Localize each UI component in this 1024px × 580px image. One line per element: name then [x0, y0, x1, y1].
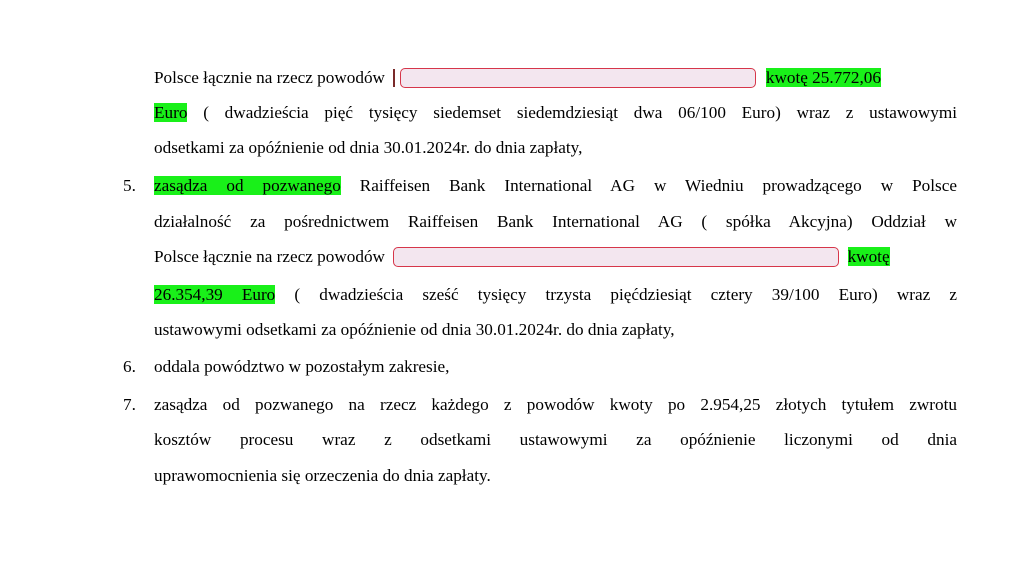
text-segment: Polsce łącznie na rzecz powodów [154, 247, 385, 266]
list-number: 7. [123, 395, 136, 414]
text-segment: odsetkami za opóźnienie od dnia 30.01.2024r. do dnia zapłaty, [154, 138, 583, 157]
text-segment: kosztów procesu wraz z odsetkami ustawowymi za opóźnienie liczonymi od dnia [154, 430, 957, 449]
redaction-box [393, 247, 839, 267]
paragraph-line [154, 283, 957, 307]
redaction-box [400, 68, 756, 88]
text-segment: ( dwadzieścia pięć tysięcy siedemset siedemdziesiąt dwa 06/100 Euro) wraz z ustawowymi [187, 103, 957, 122]
text-segment: zasądza od pozwanego na rzecz każdego z powodów kwoty po 2.954,25 złotych tytułem zwrotu [154, 395, 957, 414]
list-number: 5. [123, 176, 136, 195]
text-segment: Polsce łącznie na rzecz powodów [154, 68, 385, 87]
text-segment: oddala powództwo w pozostałym zakresie, [154, 357, 450, 376]
highlighted-amount: kwotę 25.772,06 [765, 68, 881, 87]
text-segment: działalność za pośrednictwem Raiffeisen Bank International AG ( spółka Akcyjna) Oddział w [154, 212, 957, 231]
paragraph-line [154, 136, 957, 160]
paragraph-line [154, 66, 957, 90]
paragraph-line [154, 210, 957, 234]
highlighted-amount: kwotę [847, 247, 890, 266]
text-segment: ustawowymi odsetkami za opóźnienie od dnia 30.01.2024r. do dnia zapłaty, [154, 320, 675, 339]
paragraph-line [154, 355, 957, 379]
paragraph-line [154, 428, 957, 452]
redaction-edge [393, 69, 395, 87]
paragraph-line [154, 245, 957, 269]
highlighted-amount: 26.354,39 Euro [154, 285, 276, 304]
paragraph-line [154, 393, 957, 417]
paragraph-line [154, 464, 957, 488]
highlighted-currency: Euro [154, 103, 188, 122]
text-segment: ( dwadzieścia sześć tysięcy trzysta pięćdziesiąt cztery 39/100 Euro) wraz z [275, 285, 957, 304]
paragraph-line [154, 101, 957, 125]
paragraph-line [154, 174, 957, 198]
list-number: 6. [123, 357, 136, 376]
highlighted-text: zasądza od pozwanego [154, 176, 341, 195]
paragraph-line [154, 318, 957, 342]
text-segment: Raiffeisen Bank International AG w Wiedniu prowadzącego w Polsce [340, 176, 957, 195]
text-segment: uprawomocnienia się orzeczenia do dnia zapłaty. [154, 466, 491, 485]
